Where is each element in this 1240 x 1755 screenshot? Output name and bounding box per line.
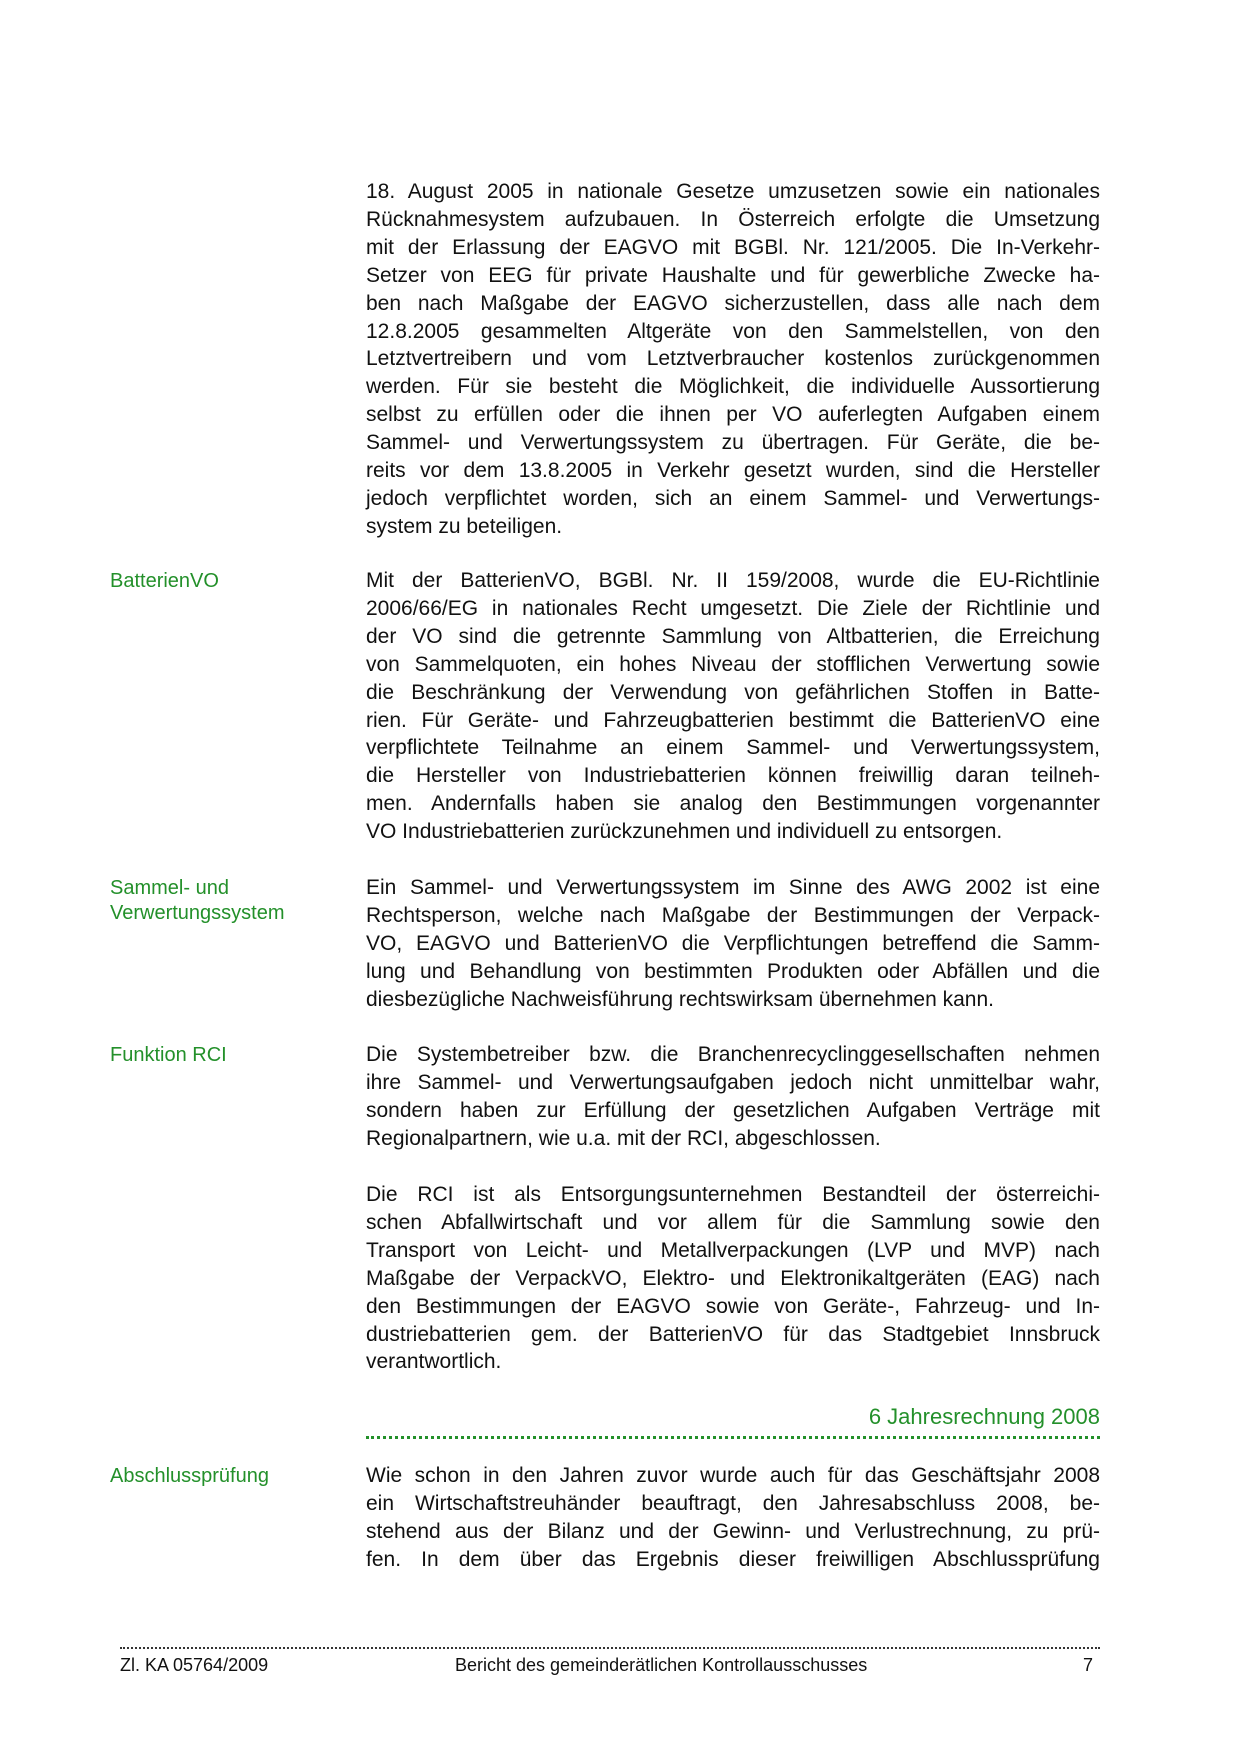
text-line: mit der Erlassung der EAGVO mit BGBl. Nr. 121/2005. Die In-Verkehr- [366,235,1100,259]
text-line: selbst zu erfüllen oder die ihnen per VO auferlegten Aufgaben einem [366,403,1100,427]
text-line: die Hersteller von Industriebatterien können freiwillig daran teilneh- [366,764,1100,788]
text-line: Ein Sammel- und Verwertungssystem im Sinne des AWG 2002 ist eine [366,876,1100,899]
text-line: 12.8.2005 gesammelten Altgeräte von den Sammelstellen, von den [366,319,1100,343]
footer-title: Bericht des gemeinderätlichen Kontrollausschusses [455,1655,868,1675]
text-line: Transport von Leicht- und Metallverpackungen (LVP und MVP) nach [366,1238,1100,1262]
text-line: Setzer von EEG für private Haushalte und für gewerbliche Zwecke ha- [366,263,1100,287]
text-line: Mit der BatterienVO, BGBl. Nr. II 159/2008, wurde die EU-Richtlinie [366,569,1100,592]
text-line: VO Industriebatterien zurückzunehmen und individuell zu entsorgen. [366,820,1003,844]
text-line: Wie schon in den Jahren zuvor wurde auch für das Geschäftsjahr 2008 [366,1464,1100,1487]
text-line: Letztvertreibern und vom Letztverbraucher kostenlos zurückgenommen [366,347,1100,371]
text-line: ben nach Maßgabe der EAGVO sicherzustellen, dass alle nach dem [366,291,1100,315]
text-line: Maßgabe der VerpackVO, Elektro- und Elektronikaltgeräten (EAG) nach [366,1266,1100,1290]
text-line: system zu beteiligen. [366,514,563,538]
paragraph [366,178,1100,541]
text-line: 18. August 2005 in nationale Gesetze umzusetzen sowie ein nationales [366,180,1100,203]
paragraph [366,567,1100,846]
text-line: von Sammelquoten, ein hohes Niveau der stofflichen Verwertung sowie [366,652,1100,676]
margin-label [110,1464,269,1489]
text-line: Regionalpartnern, wie u.a. mit der RCI, abgeschlossen. [366,1126,881,1150]
text-line: werden. Für sie besteht die Möglichkeit, die individuelle Aussortierung [366,375,1100,399]
page-number: 7 [1083,1655,1094,1675]
text-line: ihre Sammel- und Verwertungsaufgaben jedoch nicht unmittelbar wahr, [366,1070,1100,1094]
margin-label-line: Funktion RCI [110,1044,227,1066]
margin-label-line: Sammel- und [110,877,229,899]
text-line: VO, EAGVO und BatterienVO die Verpflichtungen betreffend die Samm- [366,931,1100,955]
text-line: ein Wirtschaftstreuhänder beauftragt, den Jahresabschluss 2008, be- [366,1491,1100,1515]
text-line: Die RCI ist als Entsorgungsunternehmen Bestandteil der österreichi- [366,1183,1100,1206]
margin-label [110,1043,227,1068]
text-line: men. Andernfalls haben sie analog den Bestimmungen vorgenannter [366,792,1100,816]
text-line: reits vor dem 13.8.2005 in Verkehr gesetzt wurden, sind die Hersteller [366,459,1100,483]
text-line: Rechtsperson, welche nach Maßgabe der Bestimmungen der Verpack- [366,903,1100,927]
text-line: jedoch verpflichtet worden, sich an einem Sammel- und Verwertungs- [366,486,1100,510]
paragraph [366,1181,1100,1376]
text-line: schen Abfallwirtschaft und vor allem für die Sammlung sowie den [366,1210,1100,1234]
paragraph [366,874,1100,1014]
footer-divider [120,1647,1100,1649]
text-line: verpflichtete Teilnahme an einem Sammel- und Verwertungssystem, [366,736,1100,760]
text-line: Rücknahmesystem aufzubauen. In Österreich erfolgte die Umsetzung [366,207,1100,231]
margin-label [110,876,285,926]
text-line: die Beschränkung der Verwendung von gefährlichen Stoffen in Batte- [366,680,1100,704]
section-heading: 6 Jahresrechnung 2008 [868,1404,1100,1429]
text-line: lung und Behandlung von bestimmten Produkten oder Abfällen und die [366,959,1100,983]
footer-reference: Zl. KA 05764/2009 [120,1655,269,1675]
text-line: sondern haben zur Erfüllung der gesetzlichen Aufgaben Verträge mit [366,1098,1100,1122]
text-line: Die Systembetreiber bzw. die Branchenrecyclinggesellschaften nehmen [366,1043,1100,1066]
margin-label-line: BatterienVO [110,570,219,592]
paragraph [366,1041,1100,1153]
margin-label [110,569,219,594]
text-line: fen. In dem über das Ergebnis dieser freiwilligen Abschlussprüfung [366,1547,1100,1571]
text-line: rien. Für Geräte- und Fahrzeugbatterien bestimmt die BatterienVO eine [366,708,1100,732]
paragraph [366,1462,1100,1574]
margin-label-line: Verwertungssystem [110,902,285,924]
text-line: den Bestimmungen der EAGVO sowie von Geräte-, Fahrzeug- und In- [366,1294,1100,1318]
text-line: der VO sind die getrennte Sammlung von Altbatterien, die Erreichung [366,624,1100,648]
text-line: stehend aus der Bilanz und der Gewinn- und Verlustrechnung, zu prü- [366,1519,1100,1543]
heading-divider [366,1436,1100,1439]
margin-label-line: Abschlussprüfung [110,1465,269,1487]
text-line: verantwortlich. [366,1350,502,1374]
text-line: dustriebatterien gem. der BatterienVO für das Stadtgebiet Innsbruck [366,1322,1100,1346]
text-line: 2006/66/EG in nationales Recht umgesetzt. Die Ziele der Richtlinie und [366,596,1100,620]
text-line: Sammel- und Verwertungssystem zu übertragen. Für Geräte, die be- [366,431,1100,455]
text-line: diesbezügliche Nachweisführung rechtswirksam übernehmen kann. [366,987,995,1011]
